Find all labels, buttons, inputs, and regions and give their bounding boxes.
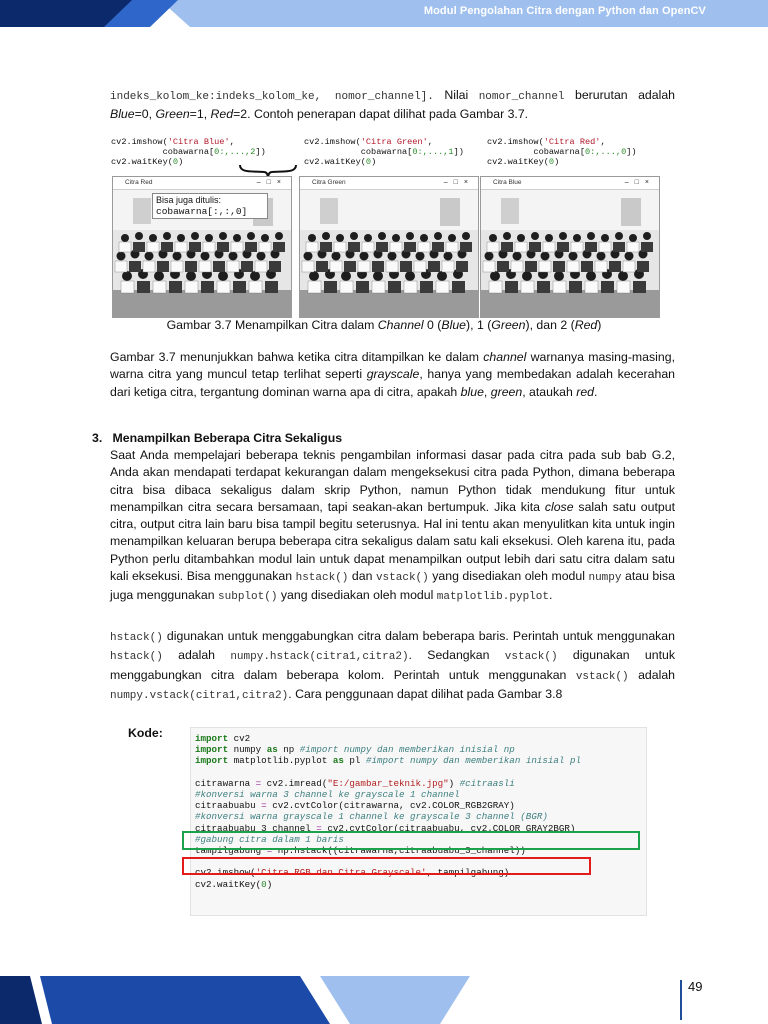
window-citra-blue [480,176,660,318]
code-block [190,727,647,916]
window-citra-green [299,176,479,318]
highlight-red-box [182,857,591,875]
intro-paragraph: indeks_kolom_ke:indeks_kolom_ke, nomor_channel]. Nilai nomor_channel berurutan adalah Blue=0, Green=1, Red=2. Contoh penerapan dapat dilihat pada Gambar 3.7. [110,88,675,122]
window-title: Citra Red [125,179,153,186]
group-photo-green [300,190,478,317]
stack-paragraph: hstack() digunakan untuk menggabungkan citra dalam beberapa baris. Perintah untuk menggunakan hstack() adalah numpy.hstack(citra1,citra2). Sedangkan vstack() digunakan untuk menggabungkan citra dalam beberapa kolom. Perintah untuk menggunakan vstack() adalah numpy.vstack(citra1,citra2). Cara penggunaan dapat dilihat pada Gambar 3.8 [110,629,676,702]
page-number-rule [680,980,682,1020]
header-title: Modul Pengolahan Citra dengan Python dan OpenCV [423,5,706,17]
page-number: 49 [688,979,703,994]
window-title: Citra Green [312,179,346,186]
snippet-citra-green: cv2.imshow('Citra Green', cobawarna[0:,...,1]) cv2.waitKey(0) [304,137,484,174]
window-controls[interactable]: –□× [443,179,474,186]
footer-mid-band [40,976,330,1024]
footer-dark-left [0,976,42,1024]
callout-line1: Bisa juga ditulis: [156,195,222,205]
group-photo-blue [481,190,659,317]
window-controls[interactable]: –□× [256,179,287,186]
window-titlebar [113,177,291,190]
footer-banner [0,976,480,1024]
section-paragraph: Saat Anda mempelajari beberapa teknis pengambilan informasi dasar pada citra pada sub bab G.2, Anda akan mendapati terdapat kekurangan dalam mengeksekusi citra pada Python, dimana beberapa citra bisa dibaca sekaligus dalam skrip Python, namun Python tidak mendukung fitur untuk menampilkan citra secara bersamaan, tapi seakan-akan bertumpuk. Jika kita close salah satu output citra, output citra lain baru bisa tampil begitu seterusnya. Hal ini tentu akan menyulitkan kita untuk ingin menampilkan keluaran berupa beberapa citra sekaligus dalam satu kali eksekusi. Oleh karena itu, pada Python perlu ditambahkan modul lain untuk dapat menampilkan output lebih dari satu citra dalam satu kali eksekusi. Bisa menggunakan hstack() dan vstack() yang disediakan oleh modul numpy atau bisa juga menggunakan subplot() yang disediakan oleh modul matplotlib.pyplot. [110,448,675,604]
window-title: Citra Blue [493,179,522,186]
callout-box [152,193,268,219]
code-text: import cv2 import numpy as np #import numpy dan memberikan inisial np import matplotlib.pyplot as pl #import numpy dan memberikan inisial pl citrawarna = cv2.imread("E:/gambar_teknik.jpg") #citraasli #konversi warna 3 channel ke grayscale 1 channel citraabuabu = cv2.cvtColor(citrawarna, cv2.COLOR_RGB2GRAY) #konversi warna grayscale 1 channel ke grayscale 3 channel (BGR) citraabuabu_3_channel = cv2.cvtColor(citraabuabu, cv2.COLOR_GRAY2BGR) #gabung citra dalam 1 baris tampilgabung = np.hstack((citrawarna,citraabuabu_3_channel)) cv2.imshow('Citra RGB dan Citra Grayscale', tampilgabung) cv2.waitKey(0) [195,733,581,890]
paragraph-explanation: Gambar 3.7 menunjukkan bahwa ketika citra ditampilkan ke dalam channel warnanya masing-masing, warna citra yang muncul tetap terlihat seperti grayscale, hanya yang membedakan adalah kecerahan dari ketiga citra, tergantung dominan warna apa di citra, apakah blue, green, ataukah red. [110,350,675,399]
snippet-citra-blue: cv2.imshow('Citra Blue', cobawarna[0:,...,2]) cv2.waitKey(0) [111,137,301,174]
kode-label: Kode: [128,726,163,740]
figure-caption: Gambar 3.7 Menampilkan Citra dalam Channel 0 (Blue), 1 (Green), dan 2 (Red) [166,318,602,332]
window-titlebar [481,177,659,190]
highlight-green-box [182,831,640,850]
snippet-citra-red: cv2.imshow('Citra Red', cobawarna[0:,...,0]) cv2.waitKey(0) [487,137,667,174]
footer-light-band [320,976,470,1024]
window-titlebar [300,177,478,190]
section-heading: 3. Menampilkan Beberapa Citra Sekaligus [92,431,343,445]
window-controls[interactable]: –□× [624,179,655,186]
callout-line2: cobawarna[:,:,0] [156,206,248,217]
